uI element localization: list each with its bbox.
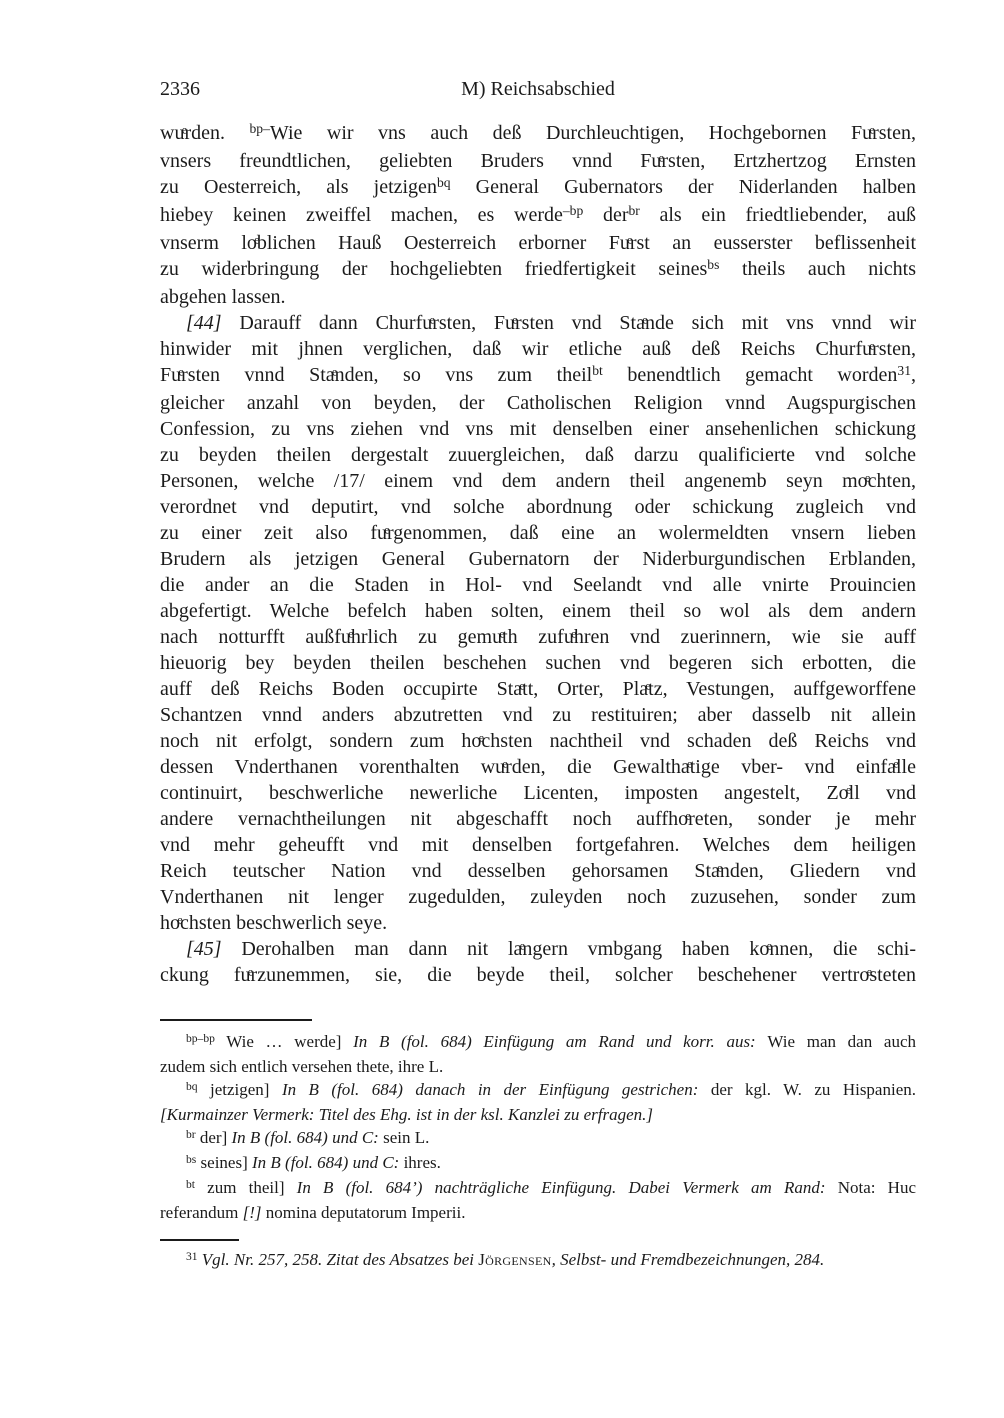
text-segment: Jörgensen	[478, 1250, 552, 1269]
body-text-line	[160, 310, 916, 336]
text-segment: theils auch nichts	[719, 258, 917, 280]
body-text-line	[160, 494, 916, 520]
apparatus-line	[160, 1030, 916, 1055]
text-segment: , Selbst- und Fremdbezeichnungen, 284.	[551, 1250, 825, 1269]
body-text-line	[160, 884, 916, 910]
body-text-line	[160, 336, 916, 362]
text-segment: Brudern als jetzigen General Gubernatorn der Niderburgundischen Erblanden,	[160, 548, 916, 570]
text-segment: hieuorig bey beyden theilen beschehen suchen vnd begeren sich erbotten, die	[160, 652, 916, 674]
body-text-line	[160, 148, 916, 174]
text-segment: zum theil]	[194, 1178, 297, 1197]
apparatus-line	[160, 1126, 916, 1151]
body-text-line	[160, 416, 916, 442]
body-text-line	[160, 598, 916, 624]
note-reference: br	[628, 202, 640, 218]
body-text-line	[160, 362, 916, 390]
body-text-line	[160, 256, 916, 284]
text-segment: zudem sich entlich versehen thete, ihre L.	[160, 1057, 444, 1076]
note-reference: 31	[897, 362, 912, 378]
text-segment: Wie … werde]	[214, 1032, 354, 1051]
note-reference: br	[186, 1127, 196, 1141]
text-segment: ihres.	[403, 1153, 441, 1172]
note-reference: bt	[592, 362, 603, 378]
text-segment: Derohalben man dann nit laͤngern vmbgang haben koͤnnen, die schi-	[221, 938, 916, 960]
text-segment: seines]	[196, 1153, 252, 1172]
footnote-line	[160, 1248, 916, 1273]
page-number: 2336	[160, 78, 200, 100]
text-segment: vnserm loͤblichen Hauß Oesterreich erborner Fuͤrst an eusserster beflissenheit	[160, 232, 916, 254]
text-segment: [!]	[242, 1203, 262, 1222]
body-text-line	[160, 858, 916, 884]
text-segment: zu widerbringung der hochgeliebten friedfertigkeit seines	[160, 258, 708, 280]
note-reference: bs	[707, 256, 720, 272]
text-segment: Darauff dann Churfuͤrsten, Fuͤrsten vnd Staͤnde sich mit vns vnnd wir	[221, 312, 916, 334]
text-segment: sein L.	[383, 1128, 430, 1147]
text-segment: jetzigen]	[197, 1080, 282, 1099]
text-segment: ckung fuͤrzunemmen, sie, die beyde theil, solcher beschehener vertroͤsteten	[160, 964, 916, 986]
text-segment: andere vernachtheilungen nit abgeschafft noch auffhoͤreten, sonder je mehr	[160, 808, 916, 830]
note-reference: –bp	[562, 202, 584, 218]
text-segment: Reich teutscher Nation vnd desselben gehorsamen Staͤnden, Gliedern vnd	[160, 860, 916, 882]
text-segment: verordnet vnd deputirt, vnd solche abordnung oder schickung zugleich vnd	[160, 496, 916, 518]
text-segment: nomina deputatorum Imperii.	[261, 1203, 466, 1222]
text-segment: Nota: Huc	[837, 1178, 916, 1197]
body-text-line	[160, 120, 916, 148]
body-text-line	[160, 230, 916, 256]
apparatus-separator-rule	[160, 1019, 312, 1021]
critical-apparatus-block	[160, 1030, 916, 1224]
text-segment: [Kurmainzer Vermerk: Titel des Ehg. ist in der ksl. Kanzlei zu erfragen.]	[160, 1105, 653, 1124]
text-segment: benendtlich gemacht worden	[602, 364, 898, 386]
body-text-line	[160, 832, 916, 858]
text-segment: zu beyden theilen dergestalt zuuergleichen, daß darzu qualificierte vnd solche	[160, 444, 916, 466]
apparatus-line	[160, 1078, 916, 1103]
body-text-line	[160, 202, 916, 230]
body-text-line	[160, 650, 916, 676]
body-text-line	[160, 962, 916, 988]
body-text-line	[160, 728, 916, 754]
text-segment: Fuͤrsten vnnd Staͤnden, so vns zum theil	[160, 364, 593, 386]
note-reference: bp–bp	[186, 1031, 215, 1045]
apparatus-line	[160, 1151, 916, 1176]
note-reference: bq	[436, 174, 451, 190]
text-segment: ,	[911, 364, 917, 386]
text-segment: referandum	[160, 1203, 243, 1222]
text-segment: der	[583, 204, 629, 226]
text-segment: der]	[195, 1128, 232, 1147]
body-text-line	[160, 676, 916, 702]
body-text-line	[160, 624, 916, 650]
text-segment: gleicher anzahl von beyden, der Catholischen Religion vnnd Augspurgischen	[160, 392, 916, 414]
text-segment: der kgl. W. zu Hispanien.	[710, 1080, 916, 1099]
body-text-line	[160, 520, 916, 546]
text-segment: In B (fol. 684) danach in der Einfügung gestrichen:	[281, 1080, 711, 1099]
running-head: M) Reichsabschied	[461, 78, 615, 100]
text-segment: wuͤrden.	[160, 122, 250, 144]
main-text-block	[160, 120, 916, 988]
body-text-line	[160, 390, 916, 416]
text-segment: [44]	[186, 312, 222, 334]
body-text-line	[160, 702, 916, 728]
text-segment: abgehen lassen.	[160, 286, 286, 308]
apparatus-line	[160, 1103, 916, 1126]
text-segment: hiebey keinen zweiffel machen, es werde	[160, 204, 563, 226]
apparatus-line	[160, 1055, 916, 1078]
apparatus-line	[160, 1201, 916, 1224]
text-segment: die ander an die Staden in Hol- vnd Seelandt vnd alle vnirte Prouincien	[160, 574, 916, 596]
text-segment: nach notturfft außfuͤhrlich zu gemuͤth zufuͤhren vnd zuerinnern, wie sie auff	[160, 626, 916, 648]
body-text-line	[160, 780, 916, 806]
text-segment: continuirt, beschwerliche newerliche Licenten, imposten angestelt, Zoͤll vnd	[160, 782, 916, 804]
text-segment: Vgl. Nr. 257, 258. Zitat des Absatzes bei	[197, 1250, 479, 1269]
page-header	[160, 78, 916, 100]
text-segment: hoͤchsten beschwerlich seye.	[160, 912, 388, 934]
note-reference: bq	[186, 1079, 198, 1093]
text-segment: vnd mehr geheufft vnd mit denselben fortgefahren. Welches dem heiligen	[160, 834, 916, 856]
text-segment: dessen Vnderthanen vorenthalten wuͤrden, die Gewalthaͤtige vber- vnd einfaͤlle	[160, 756, 916, 778]
text-segment: vnsers freundtlichen, geliebten Bruders vnnd Fuͤrsten, Ertzhertzog Ernsten	[160, 150, 916, 172]
body-text-line	[160, 468, 916, 494]
text-segment: [45]	[186, 938, 222, 960]
page-content	[160, 78, 916, 1273]
text-segment: zu Oesterreich, als jetzigen	[160, 176, 437, 198]
text-segment: zu einer zeit also fuͤrgenommen, daß eine an wolermeldten vnsern lieben	[160, 522, 916, 544]
footnote-separator-rule	[160, 1239, 239, 1241]
note-reference: bs	[186, 1152, 197, 1166]
note-reference: 31	[186, 1249, 198, 1263]
note-reference: bt	[186, 1177, 195, 1191]
text-segment: Personen, welche /17/ einem vnd dem andern theil angenemb seyn moͤchten,	[160, 470, 916, 492]
body-text-line	[160, 910, 916, 936]
footnote-block	[160, 1248, 916, 1273]
body-text-line	[160, 936, 916, 962]
text-segment: In B (fol. 684) Einfügung am Rand und korr. aus:	[353, 1032, 768, 1051]
text-segment: In B (fol. 684’) nachträgliche Einfügung. Dabei Vermerk am Rand:	[296, 1178, 838, 1197]
body-text-line	[160, 754, 916, 780]
body-text-line	[160, 442, 916, 468]
body-text-line	[160, 806, 916, 832]
text-segment: noch nit erfolgt, sondern zum hoͤchsten nachtheil vnd schaden deß Reichs vnd	[160, 730, 916, 752]
text-segment: In B (fol. 684) und C:	[252, 1153, 404, 1172]
text-segment: General Gubernators der Niderlanden halben	[450, 176, 916, 198]
body-text-line	[160, 546, 916, 572]
text-segment: Wie wir vns auch deß Durchleuchtigen, Hochgebornen Fuͤrsten,	[269, 122, 916, 144]
apparatus-line	[160, 1176, 916, 1201]
note-reference: bp–	[249, 120, 270, 136]
text-segment: auff deß Reichs Boden occupirte Staͤtt, Orter, Plaͤtz, Vestungen, auffgeworffene	[160, 678, 916, 700]
text-segment: Vnderthanen nit lenger zugedulden, zuleyden noch zuzusehen, sonder zum	[160, 886, 916, 908]
text-segment: als ein friedtliebender, auß	[639, 204, 916, 226]
body-text-line	[160, 284, 916, 310]
body-text-line	[160, 572, 916, 598]
text-segment: abgefertigt. Welche befelch haben solten, einem theil so wol als dem andern	[160, 600, 916, 622]
text-segment: hinwider mit jhnen verglichen, daß wir etliche auß deß Reichs Churfuͤrsten,	[160, 338, 916, 360]
body-text-line	[160, 174, 916, 202]
text-segment: Wie man dan auch	[767, 1032, 916, 1051]
text-segment: In B (fol. 684) und C:	[231, 1128, 384, 1147]
text-segment: Confession, zu vns ziehen vnd vns mit denselben einer ansehenlichen schickung	[160, 418, 916, 440]
text-segment: Schantzen vnnd anders abzutretten vnd zu restituiren; aber dasselb nit allein	[160, 704, 916, 726]
